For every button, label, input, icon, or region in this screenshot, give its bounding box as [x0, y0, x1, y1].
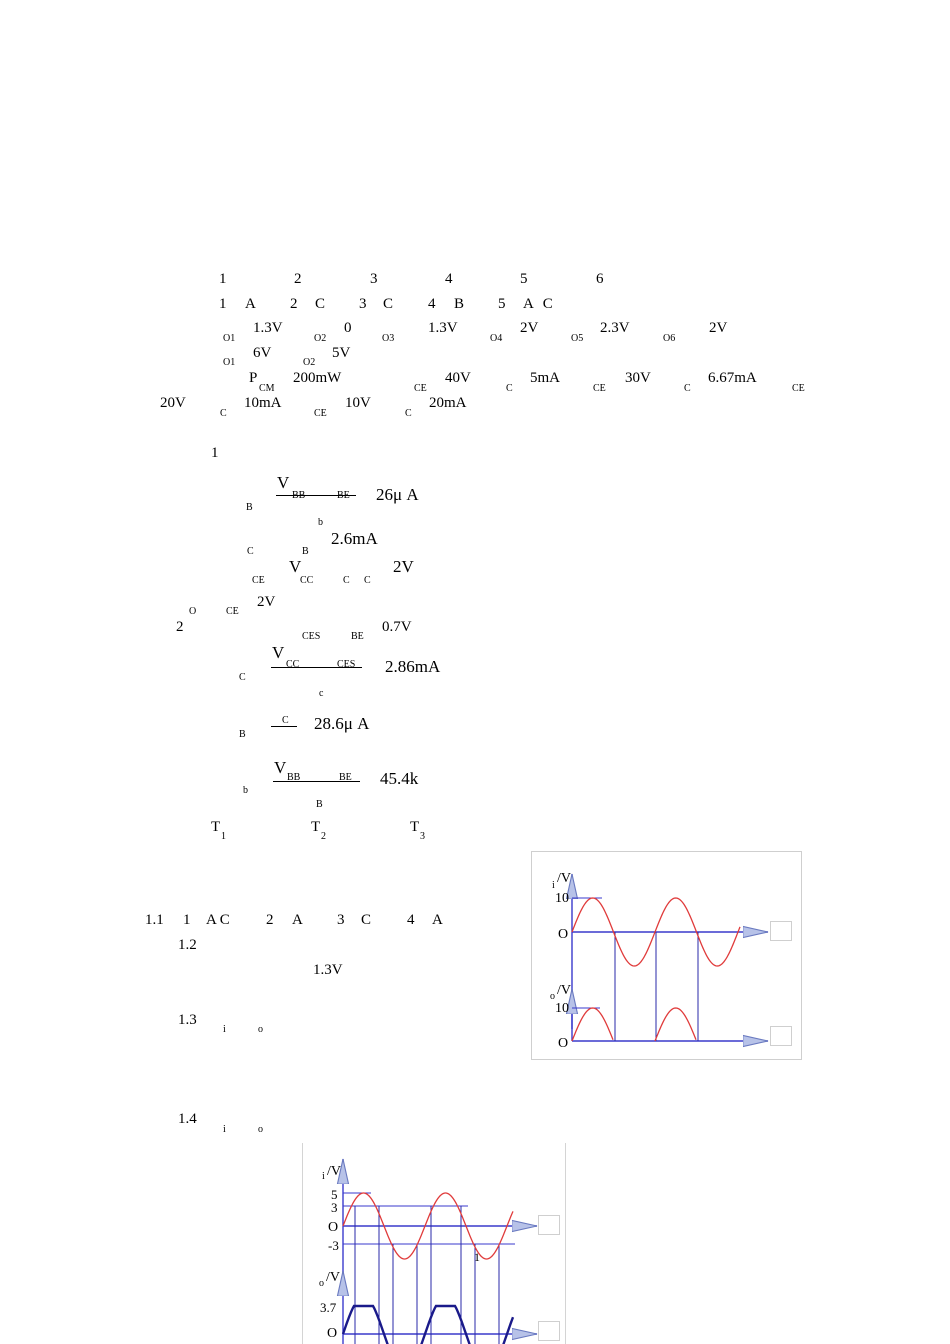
question-number: 1.3 — [178, 1012, 197, 1028]
subscript: BE — [339, 772, 352, 783]
y-label-sub: o — [550, 991, 555, 1002]
waveform-2-svg — [303, 1143, 565, 1344]
value: 0.7V — [382, 619, 412, 635]
subscript: B — [316, 799, 323, 810]
axis-label-box — [770, 921, 792, 941]
part-label: 1 — [211, 445, 219, 461]
y-label: /V — [557, 983, 571, 998]
subscript: O2 — [314, 333, 327, 344]
subscript: O4 — [490, 333, 503, 344]
subscript: C — [247, 546, 254, 557]
output-clipped — [343, 1306, 513, 1344]
subscript: CE — [593, 383, 606, 394]
tick-label: O — [558, 927, 569, 942]
answer-number: 3 — [359, 296, 367, 312]
value: 26μ A — [376, 485, 419, 504]
answer-number: 5 — [498, 296, 506, 312]
subscript: b — [243, 785, 248, 796]
subscript: CE — [792, 383, 805, 394]
subscript: O2 — [303, 357, 316, 368]
tick-label: 5 — [331, 1187, 338, 1202]
subscript: O — [189, 606, 197, 617]
subscript: CC — [300, 575, 314, 586]
subscript: C — [220, 408, 227, 419]
subscript: BE — [351, 631, 364, 642]
symbol: V — [277, 473, 290, 492]
row-number: 3 — [370, 271, 378, 287]
answer-value: C — [383, 296, 394, 312]
fraction-bar — [271, 726, 297, 727]
value: 0 — [344, 320, 352, 336]
item-answer: A — [432, 912, 443, 928]
value: 45.4k — [380, 769, 419, 788]
answer-value: C — [315, 296, 326, 312]
value: 28.6μ A — [314, 714, 370, 733]
value: 5V — [332, 345, 351, 361]
value: 20mA — [429, 395, 467, 411]
item-answer: A — [292, 912, 303, 928]
part-label: 2 — [176, 619, 184, 635]
row-number: 4 — [445, 271, 453, 287]
item-number: 2 — [266, 912, 274, 928]
axis-label-box — [770, 1026, 792, 1046]
waveform-figure-2 — [302, 1143, 566, 1344]
subscript: O6 — [663, 333, 676, 344]
value: 10mA — [244, 395, 282, 411]
value: 10V — [345, 395, 371, 411]
transistor-label: T — [410, 819, 420, 835]
subscript: C — [343, 575, 350, 586]
subscript: CC — [286, 659, 300, 670]
subscript: O3 — [382, 333, 395, 344]
axis-label-box — [538, 1215, 560, 1235]
value: 200mW — [293, 370, 342, 386]
subscript: 2 — [321, 831, 326, 842]
value: 2V — [393, 557, 414, 576]
value: 5mA — [530, 370, 560, 386]
answer-number: 2 — [290, 296, 298, 312]
subscript: o — [258, 1024, 263, 1035]
item-number: 3 — [337, 912, 345, 928]
subscript: O1 — [223, 357, 236, 368]
annotation: 1 — [474, 1250, 480, 1264]
subscript: BB — [287, 772, 301, 783]
value: 2V — [257, 594, 276, 610]
y-label-sub: i — [322, 1171, 325, 1182]
subscript: CE — [252, 575, 265, 586]
fraction-bar — [276, 495, 356, 496]
item-number: 1 — [183, 912, 191, 928]
item-answer: C — [361, 912, 372, 928]
question-number: 1.2 — [178, 937, 197, 953]
axis-label-box — [538, 1321, 560, 1341]
tick-label: 3 — [331, 1200, 338, 1215]
y-label: /V — [327, 1164, 341, 1179]
subscript: 1 — [221, 831, 226, 842]
subscript: o — [258, 1124, 263, 1135]
value: 1.3V — [253, 320, 283, 336]
transistor-label: T — [311, 819, 321, 835]
fraction-bar — [271, 667, 362, 668]
value: 2.86mA — [385, 657, 441, 676]
subscript: C — [239, 672, 246, 683]
tick-label: 3.7 — [320, 1300, 337, 1315]
y-label-sub: i — [552, 880, 555, 891]
tick-label: O — [558, 1036, 569, 1051]
subscript: BE — [337, 490, 350, 501]
value: 1.3V — [313, 962, 343, 978]
value: 2V — [520, 320, 539, 336]
subscript: c — [319, 688, 324, 699]
symbol: V — [272, 643, 285, 662]
subscript: C — [282, 715, 289, 726]
tick-label: O — [328, 1220, 339, 1235]
value: 2.6mA — [331, 529, 378, 548]
subscript: b — [318, 517, 323, 528]
symbol: V — [274, 758, 287, 777]
value: 20V — [160, 395, 186, 411]
value: 2V — [709, 320, 728, 336]
subscript: B — [246, 502, 253, 513]
subscript: C — [684, 383, 691, 394]
subscript: CE — [414, 383, 427, 394]
question-number: 1.4 — [178, 1111, 197, 1127]
question-number: 1.1 — [145, 912, 164, 928]
output-half-wave — [572, 1008, 696, 1041]
fraction-bar — [273, 781, 360, 782]
answer-value: A — [245, 296, 256, 312]
item-answer: A C — [206, 912, 230, 928]
subscript: CES — [302, 631, 321, 642]
answer-number: 1 — [219, 296, 227, 312]
subscript: CM — [259, 383, 275, 394]
value: 6.67mA — [708, 370, 757, 386]
subscript: C — [364, 575, 371, 586]
subscript: C — [405, 408, 412, 419]
y-label: /V — [557, 871, 571, 886]
subscript: i — [223, 1124, 226, 1135]
subscript: BB — [292, 490, 306, 501]
answer-value: A C — [523, 296, 553, 312]
subscript: B — [239, 729, 246, 740]
subscript: B — [302, 546, 309, 557]
row-number: 2 — [294, 271, 302, 287]
value: 1.3V — [428, 320, 458, 336]
tick-label: -3 — [328, 1238, 339, 1253]
answer-value: B — [454, 296, 465, 312]
subscript: O1 — [223, 333, 236, 344]
value: 6V — [253, 345, 272, 361]
subscript: CE — [314, 408, 327, 419]
transistor-label: T — [211, 819, 221, 835]
subscript: CE — [226, 606, 239, 617]
tick-label: 10 — [555, 891, 569, 906]
symbol: V — [289, 557, 302, 576]
row-number: 1 — [219, 271, 227, 287]
item-number: 4 — [407, 912, 415, 928]
row-number: 5 — [520, 271, 528, 287]
subscript: C — [506, 383, 513, 394]
subscript: i — [223, 1024, 226, 1035]
value: 30V — [625, 370, 651, 386]
subscript: CES — [337, 659, 356, 670]
subscript: 3 — [420, 831, 425, 842]
value: 2.3V — [600, 320, 630, 336]
row-number: 6 — [596, 271, 604, 287]
tick-label: 10 — [555, 1001, 569, 1016]
value: 40V — [445, 370, 471, 386]
subscript: O5 — [571, 333, 584, 344]
y-label: /V — [326, 1270, 340, 1285]
waveform-figure-1 — [531, 851, 802, 1060]
answer-number: 4 — [428, 296, 436, 312]
tick-label: O — [327, 1326, 338, 1341]
y-label-sub: o — [319, 1278, 324, 1289]
waveform-1-svg — [532, 852, 801, 1059]
symbol: P — [249, 370, 258, 386]
